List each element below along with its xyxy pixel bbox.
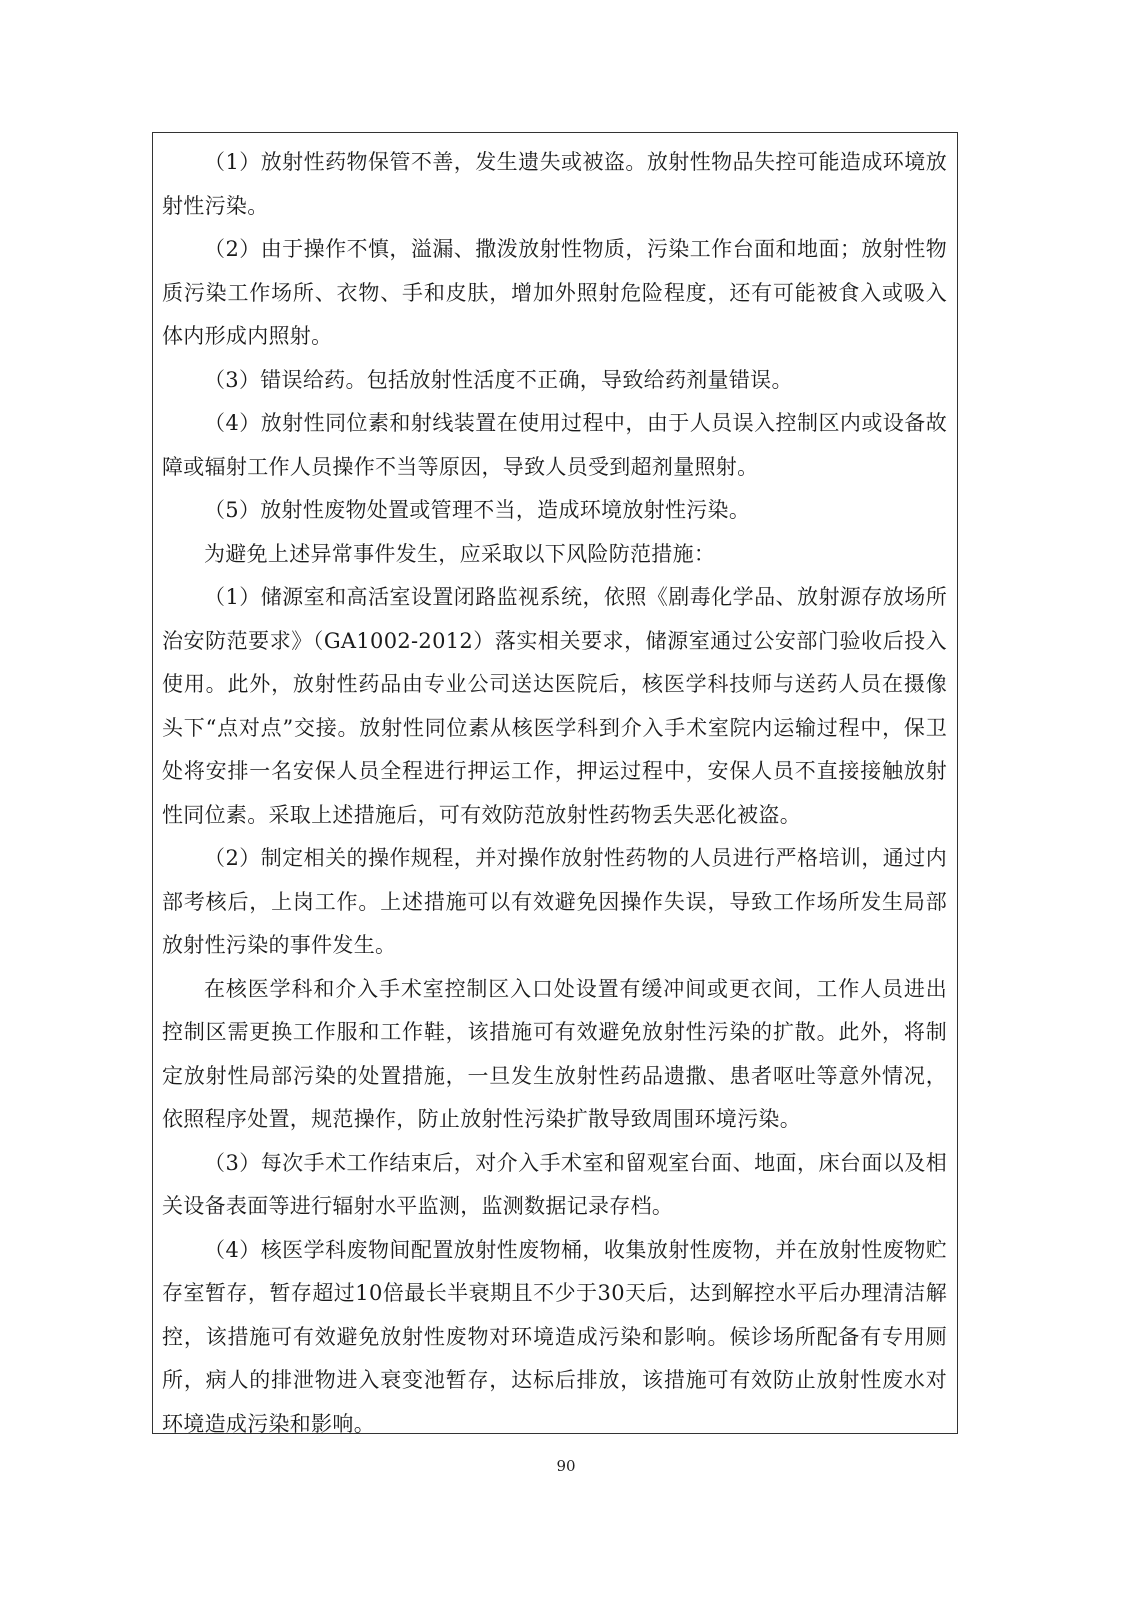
- paragraph-risk-3: （3）错误给药。包括放射性活度不正确，导致给药剂量错误。: [204, 367, 793, 392]
- paragraph-risk-1: （1）放射性药物保管不善，发生遗失或被盗。放射性物品失控可能造成环境放射性污染。: [162, 150, 947, 218]
- paragraph-risk-4: （4）放射性同位素和射线装置在使用过程中，由于人员误入控制区内或设备故障或辐射工作人员操作不当等原因，导致人员受到超剂量照射。: [162, 411, 947, 479]
- paragraph-measure-3: （3）每次手术工作结束后，对介入手术室和留观室台面、地面，床台面以及相关设备表面等进行辐射水平监测，监测数据记录存档。: [162, 1150, 947, 1218]
- document-frame: [152, 132, 958, 1434]
- paragraph-measures-intro: 为避免上述异常事件发生，应采取以下风险防范措施：: [204, 541, 716, 566]
- paragraph-measure-2: （2）制定相关的操作规程，并对操作放射性药物的人员进行严格培训，通过内部考核后，上岗工作。上述措施可以有效避免因操作失误，导致工作场所发生局部放射性污染的事件发生。: [162, 846, 947, 957]
- paragraph-risk-5: （5）放射性废物处置或管理不当，造成环境放射性污染。: [204, 498, 751, 522]
- paragraph-measure-1: （1）储源室和高活室设置闭路监视系统，依照《剧毒化学品、放射源存放场所治安防范要求》（GA1002-2012）落实相关要求，储源室通过公安部门验收后投入使用。此外，放射性药品由专业公司送达医院后，核医学科技师与送药人员在摄像头下“点对点”交接。放射性同位素从核医学科到介入手术室院内运输过程中，保卫处将安排一名安保人员全程进行押运工作，押运过程中，安保人员不直接接触放射性同位素。采取上述措施后，可有效防范放射性药物丢失恶化被盗。: [162, 585, 947, 827]
- page-number: 90: [556, 1457, 576, 1475]
- paragraph-measure-4: （4）核医学科废物间配置放射性废物桶，收集放射性废物，并在放射性废物贮存室暂存，暂存超过10倍最长半衰期且不少于30天后，达到解控水平后办理清洁解控，该措施可有效避免放射性废物对环境造成污染和影响。候诊场所配备有专用厕所，病人的排泄物进入衰变池暂存，达标后排放，该措施可有效防止放射性废水对环境造成污染和影响。: [162, 1237, 947, 1436]
- paragraph-control-area: 在核医学科和介入手术室控制区入口处设置有缓冲间或更衣间，工作人员进出控制区需更换工作服和工作鞋，该措施可有效避免放射性污染的扩散。此外，将制定放射性局部污染的处置措施，一旦发生放射性药品遗撒、患者呕吐等意外情况，依照程序处置，规范操作，防止放射性污染扩散导致周围环境污染。: [162, 976, 947, 1131]
- paragraph-risk-2: （2）由于操作不慎，溢漏、撒泼放射性物质，污染工作台面和地面；放射性物质污染工作场所、衣物、手和皮肤，增加外照射危险程度，还有可能被食入或吸入体内形成内照射。: [162, 237, 947, 348]
